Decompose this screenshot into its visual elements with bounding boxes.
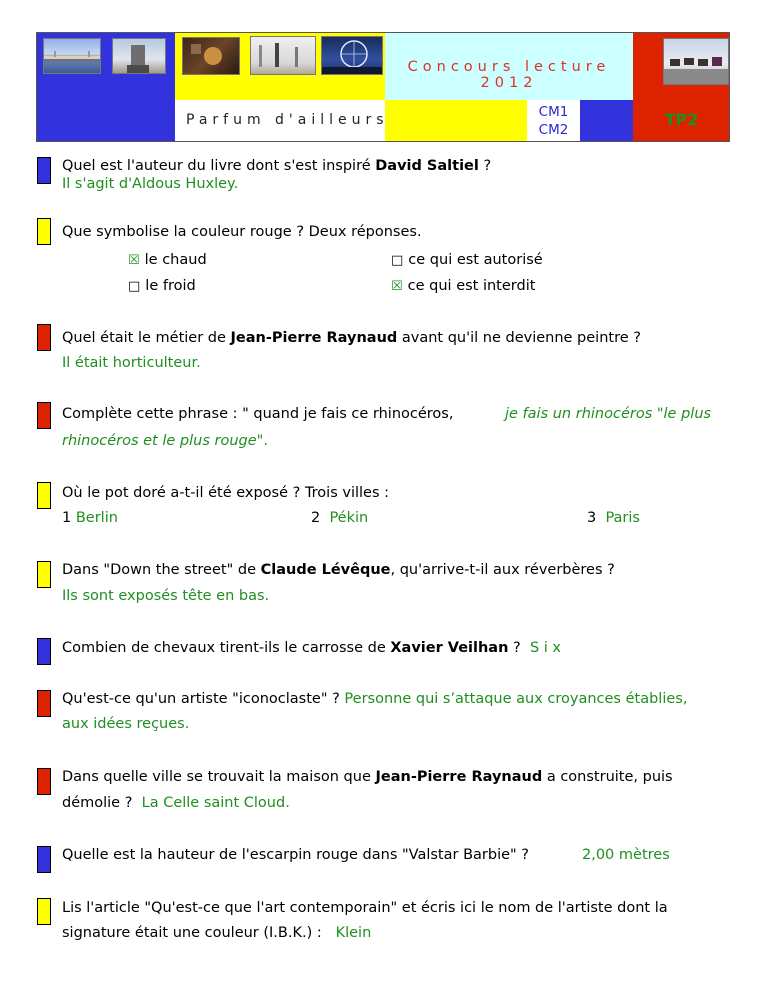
header-yellow-small — [385, 100, 527, 142]
question-5: Où le pot doré a-t-il été exposé ? Trois villes : — [62, 485, 390, 501]
city-1: 1 Berlin — [62, 510, 118, 526]
color-marker-red — [37, 324, 51, 351]
question-9-line-2: démolie ? La Celle saint Cloud. — [62, 795, 290, 811]
answer-10: 2,00 mètres — [582, 847, 670, 863]
empty-box-icon[interactable]: □ — [128, 279, 141, 294]
option-interdit[interactable]: ☒ ce qui est interdit — [391, 278, 536, 294]
color-marker-blue — [37, 846, 51, 873]
answer-3: Il était horticulteur. — [62, 355, 201, 371]
answer-8-line-2: aux idées reçues. — [62, 716, 190, 732]
color-marker-yellow — [37, 561, 51, 588]
color-marker-red — [37, 690, 51, 717]
city-2: 2 Pékin — [311, 510, 369, 526]
question-11: Lis l'article "Qu'est-ce que l'art contemporain" et écris ici le nom de l'artiste dont la — [62, 900, 668, 916]
question-8: Qu'est-ce qu'un artiste "iconoclaste" ? Personne qui s’attaque aux croyances établies, — [62, 691, 688, 707]
question-9: Dans quelle ville se trouvait la maison que Jean-Pierre Raynaud a construite, puis — [62, 769, 673, 785]
checked-box-icon[interactable]: ☒ — [391, 279, 403, 294]
option-le-chaud[interactable]: ☒ le chaud — [128, 252, 207, 268]
question-10: Quelle est la hauteur de l'escarpin rouge dans "Valstar Barbie" ? — [62, 847, 529, 863]
page-subtitle: Parfum d'ailleurs — [186, 112, 389, 128]
color-marker-red — [37, 768, 51, 795]
question-11-line-2: signature était une couleur (I.B.K.) : Klein — [62, 925, 372, 941]
checked-box-icon[interactable]: ☒ — [128, 253, 140, 268]
answer-6: Ils sont exposés tête en bas. — [62, 588, 270, 604]
empty-box-icon[interactable]: □ — [391, 253, 404, 268]
color-marker-yellow — [37, 218, 51, 245]
level-cm2: CM2 — [538, 122, 569, 138]
horses-photo — [663, 38, 729, 85]
sculpture-photo — [182, 37, 240, 75]
question-1: Quel est l'auteur du livre dont s'est inspiré David Saltiel ? — [62, 158, 492, 174]
option-autorise[interactable]: □ ce qui est autorisé — [391, 252, 543, 268]
page-title: Concours lecture 2012 — [407, 59, 611, 91]
question-4: Complète cette phrase : " quand je fais ce rhinocéros, — [62, 406, 454, 422]
color-marker-yellow — [37, 898, 51, 925]
question-3: Quel était le métier de Jean-Pierre Raynaud avant qu'il ne devienne peintre ? — [62, 330, 641, 346]
code-badge: TP2 — [664, 110, 699, 129]
question-6: Dans "Down the street" de Claude Lévêque, qu'arrive-t-il aux réverbères ? — [62, 562, 615, 578]
statue-photo — [112, 38, 166, 74]
bridge-photo — [43, 38, 101, 74]
color-marker-red — [37, 402, 51, 429]
question-2: Que symbolise la couleur rouge ? Deux réponses. — [62, 224, 422, 240]
wheel-photo — [321, 36, 383, 75]
option-le-froid[interactable]: □ le froid — [128, 278, 196, 294]
color-marker-blue — [37, 638, 51, 665]
level-cm1: CM1 — [538, 104, 569, 120]
answer-1: Il s'agit d'Aldous Huxley. — [62, 176, 239, 192]
color-marker-yellow — [37, 482, 51, 509]
question-7: Combien de chevaux tirent-ils le carrosse de Xavier Veilhan ? S i x — [62, 640, 561, 656]
city-3: 3 Paris — [587, 510, 640, 526]
gallery-photo — [250, 36, 316, 75]
answer-4-line-1: je fais un rhinocéros "le plus — [505, 406, 712, 422]
answer-4-line-2: rhinocéros et le plus rouge". — [62, 433, 268, 449]
header-blue-small — [580, 100, 633, 142]
color-marker-blue — [37, 157, 51, 184]
